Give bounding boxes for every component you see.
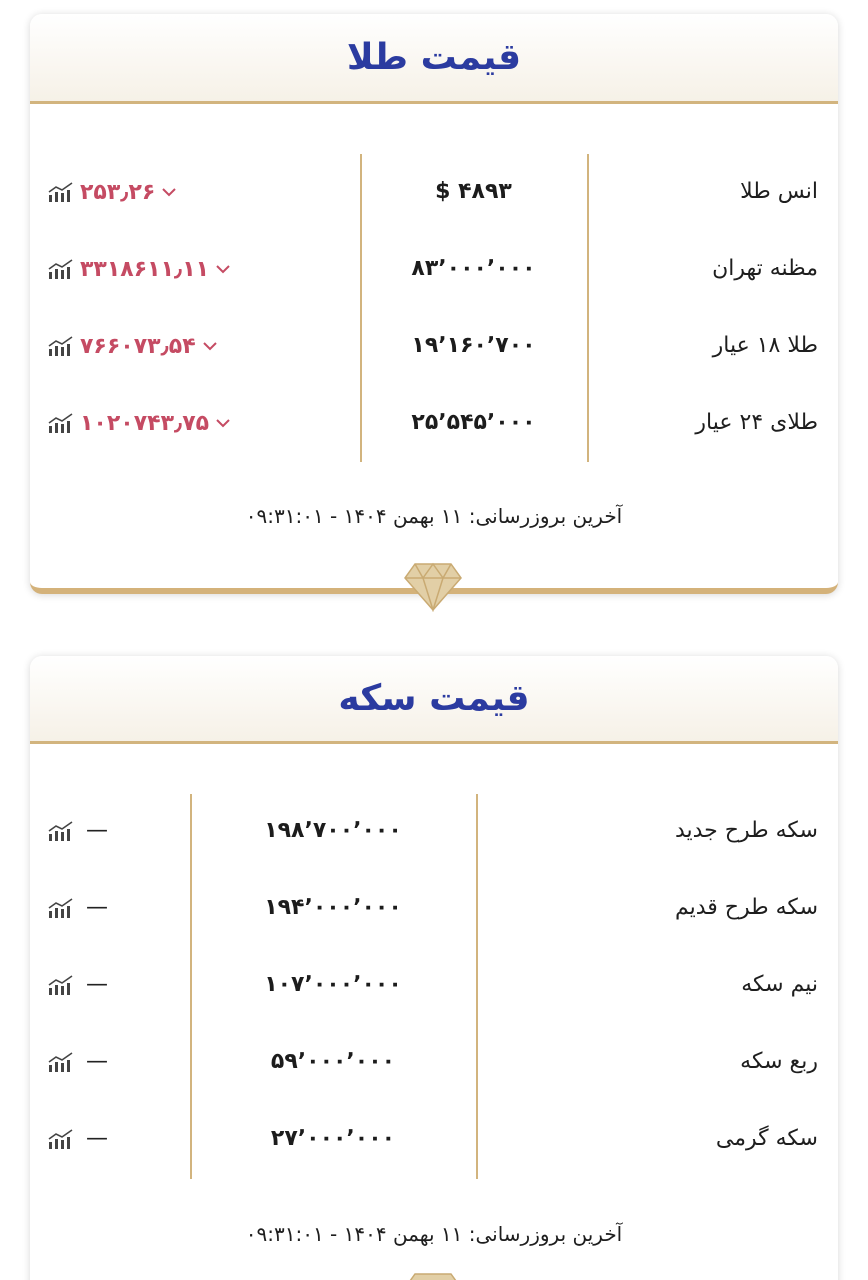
price-change xyxy=(48,888,108,928)
change-value: ۷۶۶۰۷۳٫۵۴ xyxy=(80,333,196,359)
bar-chart-icon[interactable] xyxy=(48,974,74,996)
item-name: نیم سکه xyxy=(741,972,818,997)
table-row xyxy=(30,403,838,443)
table-row xyxy=(30,172,838,212)
gold-card-title: قیمت طلا xyxy=(346,37,522,78)
item-name: سکه طرح قدیم xyxy=(674,895,818,920)
price-change xyxy=(48,326,218,366)
item-price: $ ۴۸۹۳ xyxy=(435,179,512,204)
item-price: ۲۵٬۵۴۵٬۰۰۰ xyxy=(411,410,536,435)
item-price: ۱۹٬۱۶۰٬۷۰۰ xyxy=(411,333,536,358)
item-name: سکه طرح جدید xyxy=(674,818,818,843)
table-row xyxy=(30,1119,838,1159)
item-name: مظنه تهران xyxy=(712,256,818,281)
table-row xyxy=(30,965,838,1005)
bar-chart-icon[interactable] xyxy=(48,412,74,434)
item-price: ۸۳٬۰۰۰٬۰۰۰ xyxy=(411,256,536,281)
chevron-down-icon xyxy=(215,263,231,275)
change-value: ۱۰۲۰۷۴۳٫۷۵ xyxy=(80,410,210,436)
change-value: — xyxy=(86,895,108,920)
coin-price-card xyxy=(30,656,838,1280)
bar-chart-icon[interactable] xyxy=(48,181,74,203)
last-updated: آخرین بروزرسانی: ۱۱ بهمن ۱۴۰۴ - ۰۹:۳۱:۰۱ xyxy=(245,504,623,528)
chevron-down-icon xyxy=(161,186,177,198)
item-price: ۵۹٬۰۰۰٬۰۰۰ xyxy=(270,1049,396,1074)
table-row xyxy=(30,326,838,366)
change-value: ۲۵۳٫۲۶ xyxy=(80,179,156,205)
bar-chart-icon[interactable] xyxy=(48,335,74,357)
item-price: ۲۷٬۰۰۰٬۰۰۰ xyxy=(270,1126,396,1151)
table-row xyxy=(30,1042,838,1082)
change-value: ۳۳۱۸۶۱۱٫۱۱ xyxy=(80,256,210,282)
coin-card-title: قیمت سکه xyxy=(338,678,530,719)
gold-card-header xyxy=(30,14,838,104)
bar-chart-icon[interactable] xyxy=(48,820,74,842)
last-updated: آخرین بروزرسانی: ۱۱ بهمن ۱۴۰۴ - ۰۹:۳۱:۰۱ xyxy=(245,1222,623,1246)
table-row xyxy=(30,249,838,289)
diamond-icon xyxy=(403,560,463,612)
coin-card-header xyxy=(30,656,838,744)
item-price: ۱۰۷٬۰۰۰٬۰۰۰ xyxy=(264,972,402,997)
item-name: سکه گرمی xyxy=(715,1126,818,1151)
item-price: ۱۹۴٬۰۰۰٬۰۰۰ xyxy=(264,895,402,920)
bar-chart-icon[interactable] xyxy=(48,897,74,919)
item-name: طلا ۱۸ عیار xyxy=(712,333,818,358)
gold-price-card xyxy=(30,14,838,594)
diamond-icon xyxy=(403,1270,463,1280)
item-name: طلای ۲۴ عیار xyxy=(695,410,818,435)
table-row xyxy=(30,811,838,851)
table-row xyxy=(30,888,838,928)
item-name: ربع سکه xyxy=(740,1049,818,1074)
bar-chart-icon[interactable] xyxy=(48,258,74,280)
gold-price-table xyxy=(30,154,838,462)
price-change xyxy=(48,965,108,1005)
price-change xyxy=(48,1119,108,1159)
price-change xyxy=(48,403,231,443)
change-value: — xyxy=(86,972,108,997)
chevron-down-icon xyxy=(202,340,218,352)
price-change xyxy=(48,1042,108,1082)
bar-chart-icon[interactable] xyxy=(48,1051,74,1073)
price-change xyxy=(48,811,108,851)
change-value: — xyxy=(86,1126,108,1151)
chevron-down-icon xyxy=(215,417,231,429)
coin-price-table xyxy=(30,794,838,1179)
item-price: ۱۹۸٬۷۰۰٬۰۰۰ xyxy=(264,818,402,843)
change-value: — xyxy=(86,818,108,843)
bar-chart-icon[interactable] xyxy=(48,1128,74,1150)
price-change xyxy=(48,249,231,289)
change-value: — xyxy=(86,1049,108,1074)
price-change xyxy=(48,172,177,212)
item-name: انس طلا xyxy=(740,179,818,204)
